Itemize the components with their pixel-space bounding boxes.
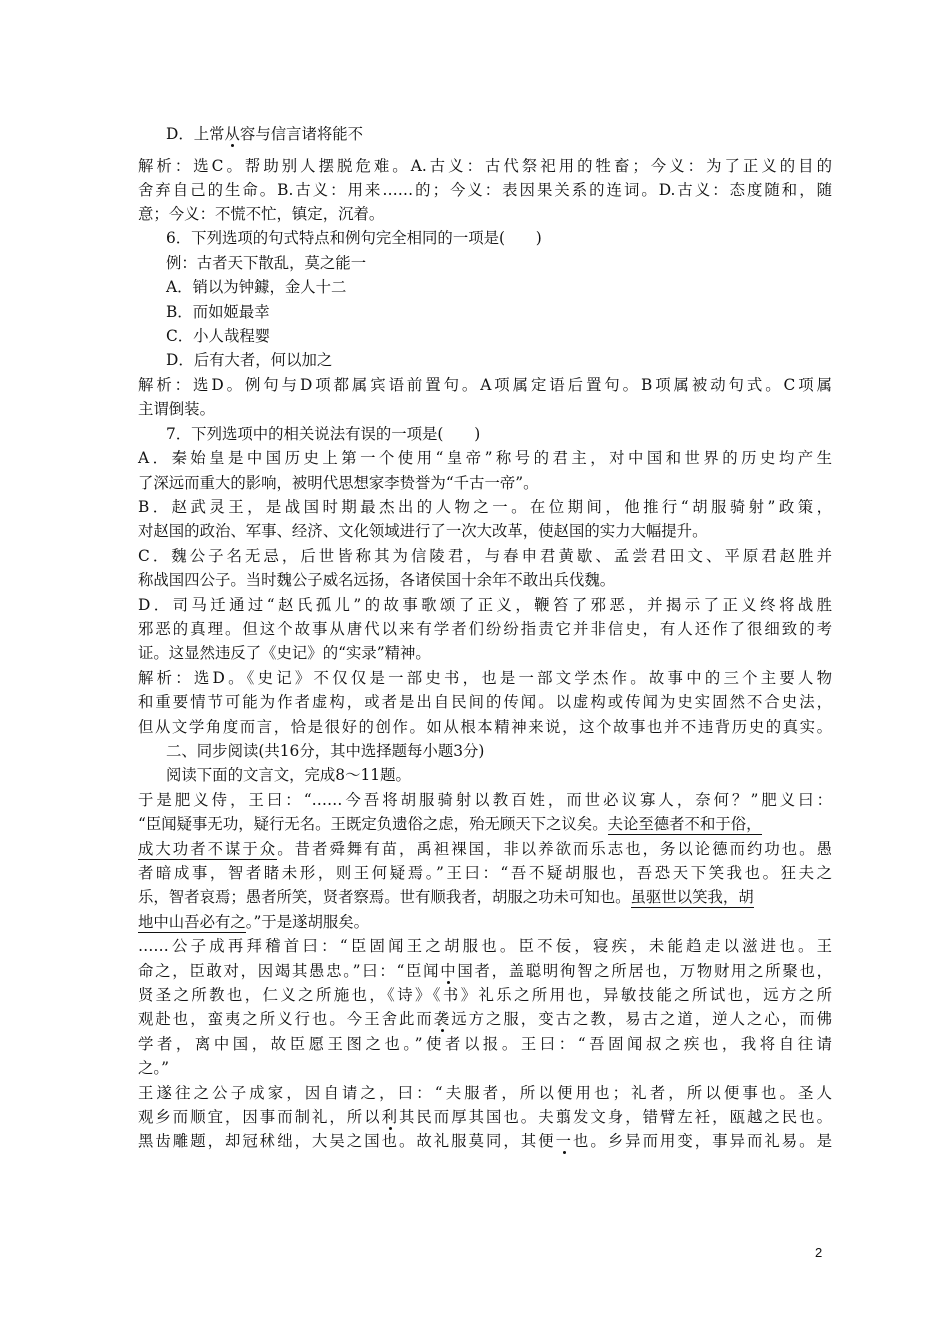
text-segment: 观乡而顺宜，因事而制礼，所以	[138, 1108, 382, 1126]
text-line: 7．下列选项中的相关说法有误的一项是( )	[166, 425, 481, 443]
underlined-text: 虽驱世以笑我，胡	[630, 888, 754, 906]
text-line: 和重要情节可能为作者虚构，或者是出自民间的传闻。以虚构或传闻为史实固然不合史法，	[138, 693, 832, 711]
text-line	[138, 960, 832, 982]
text-line: 意；今义：不慌不忙，镇定，沉着。	[138, 205, 385, 223]
text-line	[138, 1008, 832, 1030]
text-line: 二、同步阅读(共16分，其中选择题每小题3分)	[166, 742, 485, 760]
underlined-text: 成大功者不谋于众	[138, 840, 278, 858]
text-segment: 远方之服，变古之教，易古之道，逆人之心，而佛	[451, 1010, 832, 1028]
text-line: 解析：选D。例句与D项都属宾语前置句。A项属定语后置句。B项属被动句式。C项属	[138, 376, 832, 394]
text-line: 了深远而重大的影响，被明代思想家李贽誉为“千古一帝”。	[138, 474, 539, 492]
text-line: 称战国四公子。当时魏公子威名远扬，各诸侯国十余年不敢出兵伐魏。	[138, 571, 616, 589]
text-line	[138, 1106, 832, 1128]
text-line: 贤圣之所教也，仁义之所施也，《诗》《书》礼乐之所用也，异敏技能之所试也，远方之所	[138, 986, 832, 1004]
text-line: 于是肥义侍，王曰：“……今吾将胡服骑射以教百姓，而世必议寡人，奈何？”肥义曰：	[138, 791, 832, 809]
text-line: 证。这显然违反了《史记》的“实录”精神。	[138, 644, 431, 662]
text-line: 但从文学角度而言，恰是很好的创作。如从根本精神来说，这个故事也并不违背历史的真实。	[138, 718, 832, 736]
emphasized-character: 从	[224, 125, 240, 143]
emphasized-character: 一	[555, 1132, 573, 1150]
text-line: ……公子成再拜稽首曰：“臣固闻王之胡服也。臣不佞，寝疾，未能趋走以滋进也。王	[138, 937, 832, 955]
text-line: 主谓倒装。	[138, 400, 215, 418]
text-line: A．销以为钟鐻，金人十二	[166, 278, 347, 296]
text-line	[138, 813, 762, 835]
emphasized-character: 袭	[433, 1010, 452, 1028]
text-segment: 命之，臣敢对，因竭其愚忠。”曰：“臣闻	[138, 962, 441, 980]
text-line: 对赵国的政治、军事、经济、文化领域进行了一次大改革，使赵国的实力大幅提升。	[138, 522, 708, 540]
text-line	[138, 838, 832, 860]
text-line: B．而如姬最幸	[166, 303, 270, 321]
text-line: 解析：选C。帮助别人摆脱危难。A.古义：古代祭祀用的牲畜；今义：为了正义的目的	[138, 157, 832, 175]
underlined-text: 地中山吾必有之	[138, 913, 246, 931]
text-line: B．赵武灵王，是战国时期最杰出的人物之一。在位期间，他推行“胡服骑射”政策，	[138, 498, 832, 516]
text-line: 6．下列选项的句式特点和例句完全相同的一项是( )	[166, 229, 542, 247]
text-line: C．魏公子名无忌，后世皆称其为信陵君，与春申君黄歇、孟尝君田文、平原君赵胜并	[138, 547, 832, 565]
text-segment: 。”于是遂胡服矣。	[245, 913, 370, 931]
text-line: A．秦始皇是中国历史上第一个使用“皇帝”称号的君主，对中国和世界的历史均产生	[138, 449, 832, 467]
page-number: 2	[815, 1245, 823, 1260]
text-line: 王遂往之公子成家，因自请之，曰：“夫服者，所以便用也；礼者，所以便事也。圣人	[138, 1084, 832, 1102]
text-line: 之。”	[138, 1059, 169, 1077]
text-segment: 。昔者舜舞有苗，禹袒裸国，非以养欲而乐志也，务以论德而约功也。愚	[277, 840, 832, 858]
text-line: 邪恶的真理。但这个故事从唐代以来有学者们纷纷指责它并非信史，有人还作了很细致的考	[138, 620, 832, 638]
text-line: 解析：选D。《史记》不仅仅是一部史书，也是一部文学杰作。故事中的三个主要人物	[138, 669, 832, 687]
underlined-text: 夫论至德者不和于俗，	[607, 815, 762, 833]
text-line: C．小人哉程婴	[166, 327, 271, 345]
text-line	[138, 1130, 832, 1152]
text-line: 例：古者天下散乱，莫之能一	[166, 254, 367, 272]
text-segment: 国者，盖聪明徇智之所居也，万物财用之所聚也，	[457, 962, 832, 980]
text-line: 者暗成事，智者睹未形，则王何疑焉。”王曰：“吾不疑胡服也，吾恐天下笑我也。狂夫之	[138, 864, 832, 882]
text-line: 舍弃自己的生命。B.古义：用来……的；今义：表因果关系的连词。D.古义：态度随和，随	[138, 181, 832, 199]
text-line: D．后有大者，何以加之	[166, 351, 333, 369]
text-segment: “臣闻疑事无功，疑行无名。王既定负遗俗之虑，殆无顾天下之议矣。	[138, 815, 608, 833]
text-segment: 也。乡异而用变，事异而礼易。是	[572, 1132, 832, 1150]
text-line	[138, 911, 369, 933]
text-segment: 黑齿雕题，却冠秫绌，大吴之国也。故礼服莫同，其便	[138, 1132, 556, 1150]
text-line: 学者，离中国，故臣愿王图之也。”使者以报。王曰：“吾固闻叔之疾也，我将自往请	[138, 1035, 832, 1053]
text-segment: D．上常	[166, 125, 225, 143]
text-segment: 容与信言诸将能不	[239, 125, 364, 143]
text-line	[166, 123, 363, 145]
emphasized-character: 中	[440, 962, 458, 980]
text-segment: 乐，智者哀焉；愚者所笑，贤者察焉。世有顺我者，胡服之功未可知也。	[138, 888, 631, 906]
text-line: 阅读下面的文言文，完成8～11题。	[166, 766, 411, 784]
text-segment: 观赴也，蛮夷之所义行也。今王舍此而	[138, 1010, 434, 1028]
text-line	[138, 886, 754, 908]
emphasized-character: 利	[381, 1108, 399, 1126]
text-segment: 其民而厚其国也。夫翦发文身，错臂左衽，瓯越之民也。	[399, 1108, 832, 1126]
text-line: D．司马迁通过“赵氏孤儿”的故事歌颂了正义，鞭笞了邪恶，并揭示了正义终将战胜	[138, 596, 832, 614]
